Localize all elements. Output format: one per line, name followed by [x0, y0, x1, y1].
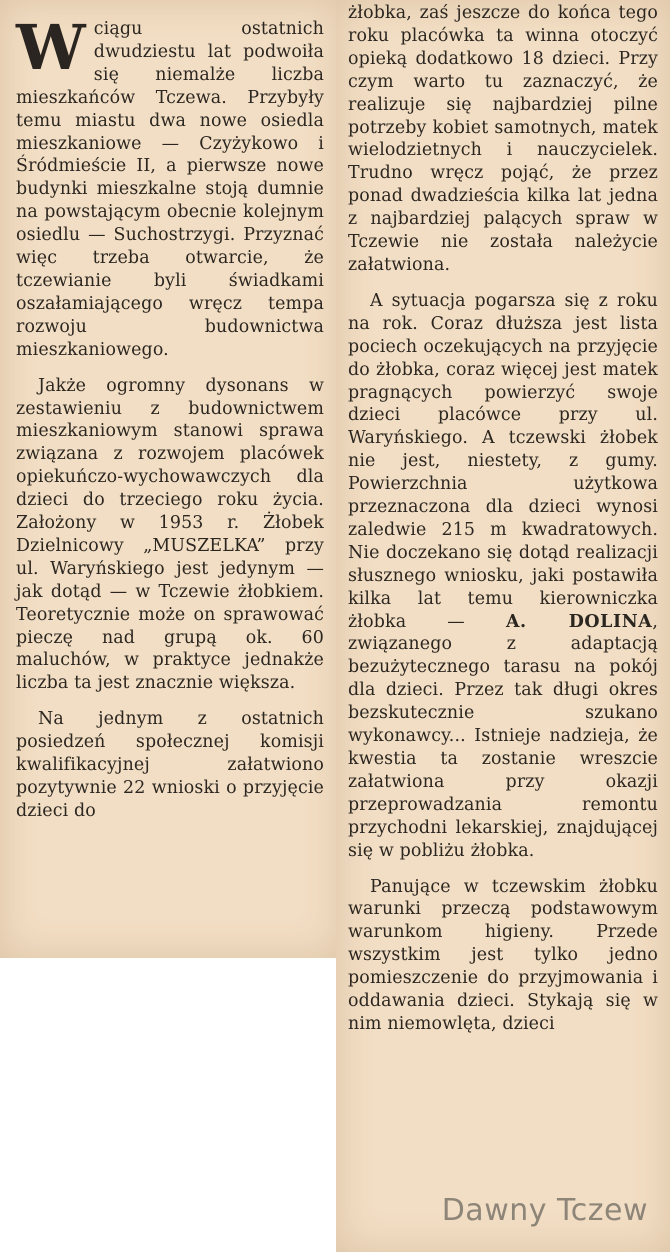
watermark: Dawny Tczew: [441, 1193, 648, 1228]
article-paragraph: żłobka, zaś jeszcze do końca tego roku placówka ta winna otoczyć opieką dodatkowo 18 dzieci. Przy czym warto tu zaznaczyć, że realizuje się najbardziej pilne potrzeby kobiet samotnych, matek wielodzietnych i nauczycielek. Trudno wręcz pojąć, że przez ponad dwadzieścia kilka lat jedna z najbardziej palących spraw w Tczewie nie została należycie załatwiona.: [348, 3, 658, 275]
paragraph-text: ciągu ostatnich dwudziestu lat podwoiła się niemalże liczba mieszkańców Tczewa. Przybyły temu miastu dwa nowe osiedla mieszkaniowe — Czyżykowo i Śródmieście II, a pierwsze nowe budynki mieszkalne stoją dumnie na powstającym obecnie kolejnym osiedlu — Suchostrzygi. Przyznać więc trzeba otwarcie, że tczewianie byli świadkami oszałamiającego wręcz tempa rozwoju budownictwa mieszkaniowego.: [16, 19, 324, 360]
person-name: A. DOLINA: [505, 611, 653, 632]
article-paragraph: Na jednym z ostatnich posiedzeń społecznej komisji kwalifikacyjnej załatwiono pozytywnie 22 wnioski o przyjęcie dzieci do: [16, 709, 324, 821]
article-right-column: [348, 2, 658, 1049]
article-paragraph: Jakże ogromny dysonans w zestawieniu z budownictwem mieszkaniowym stanowi sprawa związana z rozwojem placówek opiekuńczo-wychowawczych dla dzieci do trzeciego roku życia. Założony w 1953 r. Żłobek Dzielnicowy „MUSZELKA” przy ul. Waryńskiego jest jedynym — jak dotąd — w Tczewie żłobkiem. Teoretycznie może on sprawować pieczę nad grupą ok. 60 maluchów, w praktyce jednakże liczba ta jest znacznie większa.: [16, 375, 324, 694]
article-left-column: [16, 11, 324, 836]
article-paragraph: Panujące w tczewskim żłobku warunki przeczą podstawowym warunkom higieny. Przede wszystkim jest tylko jedno pomieszczenie do przyjmowania i oddawania dzieci. Stykają się w nim niemowlęta, dzieci: [348, 876, 658, 1034]
article-paragraph: [16, 11, 324, 362]
article-paragraph: [348, 290, 658, 863]
paragraph-text: A sytuacja pogarsza się z roku na rok. Coraz dłuższa jest lista pociech oczekujących na przyjęcie do żłobka, coraz więcej jest matek pragnących powierzyć swoje dzieci placówce przy ul. Waryńskiego. A tczewski żłobek nie jest, niestety, z gumy. Powierzchnia użytkowa przeznaczona dla dzieci wynosi zaledwie 215 m kwadratowych. Nie doczekano się dotąd realizacji słusznego wniosku, jaki postawiła kilka lat temu kierowniczka żłobka —: [348, 290, 658, 632]
drop-cap: W: [16, 11, 86, 84]
paragraph-text: , związanego z adaptacją bezużytecznego tarasu na pokój dla dzieci. Przez tak długi okres bezskutecznie szukano wykonawcy... Istnieje nadzieja, że kwestia ta zostanie wreszcie załatwiona przy okazji przeprowadzania remontu przychodni lekarskiej, znajdującej się w pobliżu żłobka.: [348, 611, 659, 861]
